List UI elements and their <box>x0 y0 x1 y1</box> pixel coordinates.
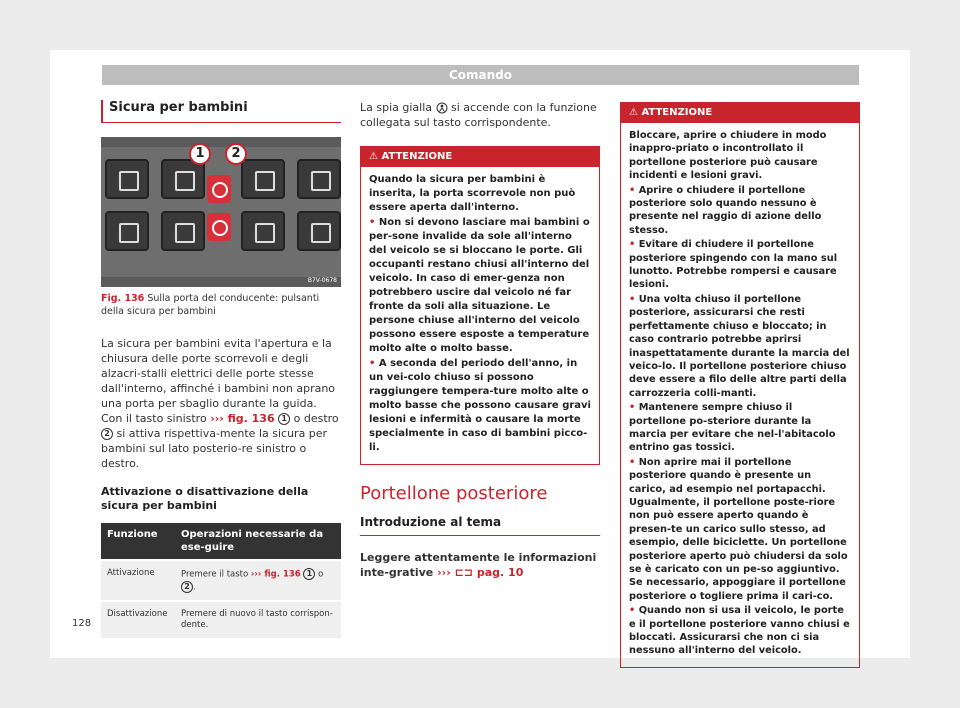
table-row <box>101 601 341 638</box>
table-cell: Disattivazione <box>101 601 175 638</box>
warning-item <box>629 184 851 238</box>
column-left <box>101 100 341 638</box>
paragraph-text: o destro <box>293 412 339 425</box>
warning-item-text: Una volta chiuso il portellone posteriore, assicurarsi che resti perfettamente chiuso e bloccato; in caso contrario potrebbe aprirsi inaspettatamente durante la marcia del veico-lo. Il portellone posteriore chiuso deve essere a filo delle altre parti della carrozzeria colli-manti. <box>629 293 850 399</box>
warning-item <box>629 604 851 658</box>
window-button <box>105 211 149 251</box>
bullet-icon: • <box>369 217 379 228</box>
table-header-row <box>101 523 341 560</box>
read-more <box>360 550 600 580</box>
bullet-icon: • <box>629 293 639 305</box>
figure-child-lock-buttons <box>101 137 341 287</box>
warning-title: ATTENZIONE <box>381 151 453 162</box>
warning-box <box>620 102 860 668</box>
page-header: Comando <box>102 65 859 85</box>
warning-item <box>629 456 851 603</box>
bullet-icon: • <box>629 184 639 196</box>
window-button <box>161 159 205 199</box>
warning-text: Quando la sicura per bambini è inserita, la porta scorrevole non può essere aperta dall'interno. <box>369 174 576 213</box>
paragraph <box>360 100 600 130</box>
child-lock-warning-light-icon <box>436 101 448 114</box>
window-button <box>297 211 341 251</box>
warning-item-text: Non aprire mai il portellone posteriore quando è presente un carico, ad esempio nel portapacchi. Ugualmente, il portellone poste-riore non può essere aperto quando è presen-te un carico sullo stesso, ad esempio, delle biciclette. Un portellone posteriore aperto può chiudersi da solo se è caricato con un pe-so aggiuntivo. Se necessario, appoggiare il portellone posteriore o togliere prima il cari-co. <box>629 456 848 602</box>
figure-link[interactable]: ››› fig. 136 <box>210 412 275 425</box>
paragraph <box>101 336 341 471</box>
warning-item-text: Mantenere sempre chiuso il portellone po-steriore durante la marcia per evitare che nel-l'abitacolo entrino gas tossici. <box>629 402 836 454</box>
warning-title: ATTENZIONE <box>641 107 713 118</box>
warning-item <box>629 293 851 400</box>
warning-item <box>629 401 851 455</box>
function-table <box>101 523 341 638</box>
callout-badge-2: 2 <box>181 581 193 593</box>
figure-code: B7V-0678 <box>307 277 337 284</box>
callout-2: 2 <box>225 143 247 165</box>
cell-text: Premere il tasto <box>181 569 249 580</box>
callout-badge-1: 1 <box>278 413 290 425</box>
warning-item-text: A seconda del periodo dell'anno, in un vei-colo chiuso si possono raggiungere tempera-ture molto alte o molto basse che possono causare gravi lesioni e infermità o causare la morte specialmente in caso di bambini picco-li. <box>369 358 591 453</box>
bullet-icon: • <box>629 239 639 251</box>
warning-item <box>369 216 591 356</box>
warning-body <box>361 167 599 464</box>
warning-header <box>621 103 859 123</box>
book-icon: ⊏⊐ <box>454 566 474 579</box>
table-row <box>101 560 341 601</box>
column-middle <box>360 100 600 580</box>
table-cell: Premere di nuovo il tasto corrispon-dente. <box>175 601 341 638</box>
window-button <box>241 211 285 251</box>
table-header: Operazioni necessarie da ese-guire <box>175 523 341 560</box>
page-number: 128 <box>72 618 92 629</box>
cell-text: . <box>193 582 196 592</box>
bullet-icon: • <box>629 402 639 414</box>
paragraph-text: La spia gialla <box>360 101 433 114</box>
table-header: Funzione <box>101 523 175 560</box>
warning-header <box>361 147 599 167</box>
intro-heading: Introduzione al tema <box>360 515 600 536</box>
callout-1: 1 <box>189 143 211 165</box>
warning-triangle-icon: ⚠ <box>369 151 378 162</box>
window-button <box>241 159 285 199</box>
warning-box <box>360 146 600 465</box>
callout-badge-1: 1 <box>303 568 315 580</box>
bullet-icon: • <box>629 605 639 617</box>
paragraph-text: si attiva rispettiva-mente la sicura per bambini sul lato posterio-re sinistro o destro. <box>101 427 328 470</box>
section-title: Sicura per bambini <box>101 100 341 123</box>
chapter-title: Portellone posteriore <box>360 483 548 504</box>
callout-badge-2: 2 <box>101 428 113 440</box>
column-right <box>620 102 860 668</box>
bullet-icon: • <box>629 456 639 468</box>
read-more-text: Leggere attentamente le informazioni inte-grative <box>360 551 597 579</box>
warning-item-text: Quando non si usa il veicolo, le porte e il portellone posteriore vanno chiusi e bloccati. Assicurarsi che non ci sia nessuno all'interno del veicolo. <box>629 605 850 657</box>
page-link[interactable]: pag. 10 <box>476 566 524 579</box>
table-cell: Attivazione <box>101 560 175 601</box>
child-lock-button-right <box>207 213 231 241</box>
warning-item-text: Aprire o chiudere il portellone posteriore solo quando nessuno è presente nel raggio di azione dello stesso. <box>629 184 822 236</box>
warning-item-text: Evitare di chiudere il portellone posteriore spingendo con la mano sul lunotto. Potrebbe rompersi e causare lesioni. <box>629 239 838 291</box>
window-button <box>105 159 149 199</box>
cell-text: o <box>318 569 324 580</box>
child-lock-button-left <box>207 175 231 203</box>
warning-item-text: Non si devono lasciare mai bambini o per-sone invalide da sole all'interno del veicolo se si bloccano le porte. Gli occupanti restano chiusi all'interno del veicolo. In caso di emer-genza non potrebbero uscire dal veicolo né far fronte da soli alla situazione. Le persone chiuse all'interno del veicolo possono essere esposte a temperature molto alte o molto basse. <box>369 217 590 354</box>
document-page <box>50 50 910 658</box>
warning-triangle-icon: ⚠ <box>629 107 638 118</box>
figure-caption <box>101 293 341 318</box>
figure-link[interactable]: ››› fig. 136 <box>250 569 301 580</box>
warning-body <box>621 123 859 667</box>
table-cell <box>175 560 341 601</box>
caption-fig-number: Fig. 136 <box>101 293 145 304</box>
paragraph-text: si accende con la funzione collegata sul tasto corrispondente. <box>360 101 597 129</box>
warning-text: Bloccare, aprire o chiudere in modo inappro-priato o incontrollato il portellone posteriore può causare incidenti e lesioni gravi. <box>629 130 827 182</box>
caption-text: Sulla porta del conducente: pulsanti della sicura per bambini <box>101 293 320 317</box>
bullet-icon: • <box>369 358 379 369</box>
warning-item <box>629 238 851 292</box>
warning-item <box>369 357 591 455</box>
window-button <box>297 159 341 199</box>
page-link-arrows[interactable]: ››› <box>437 566 451 579</box>
subheading: Attivazione o disattivazione della sicura per bambini <box>101 485 309 512</box>
window-button <box>161 211 205 251</box>
paragraph-text: La sicura per bambini evita l'apertura e la chiusura delle porte scorrevoli e degli alzacri-stalli elettrici delle porte stesse dall'interno, affinché i bambini non aprano una porta per sbaglio durante la guida. Con il tasto sinistro <box>101 337 336 425</box>
